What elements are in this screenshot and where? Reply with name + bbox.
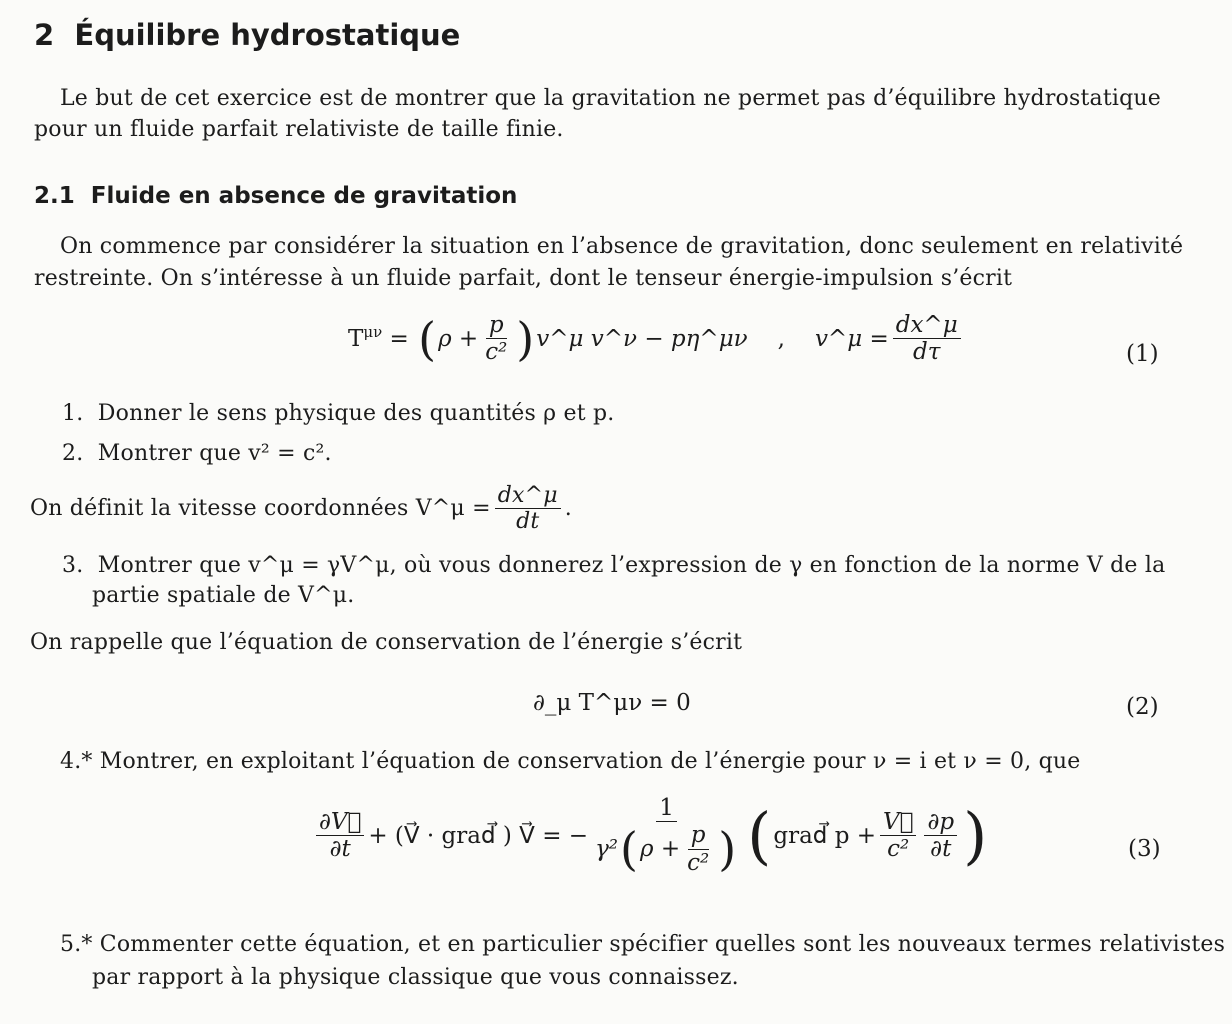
eq3-middle: + (V⃗ · grad⃗ ) V⃗ = − <box>368 822 589 849</box>
eq1-velocity-fraction <box>893 312 961 366</box>
item-2-text: Montrer que v² = c². <box>97 441 332 466</box>
item-4-text: Montrer, en exploitant l’équation de conservation de l’énergie pour ν = i et ν = 0, que <box>99 749 1081 774</box>
eq3-one: 1 <box>656 795 677 822</box>
eq1-c2: c² <box>485 339 508 366</box>
definition-fraction <box>495 483 561 535</box>
item-5-line-2: par rapport à la physique classique que vous connaissez. <box>92 965 739 990</box>
eq3-p: p <box>688 822 709 849</box>
eq3-inner-rparen: ) <box>718 822 737 877</box>
eq3-pressure-derivative <box>924 809 957 863</box>
eq1-equals: = <box>389 325 409 352</box>
equation-3 <box>312 795 989 876</box>
eq1-comma: , <box>777 325 785 352</box>
eq1-v-lhs: v^μ = <box>814 325 889 352</box>
subsection-heading <box>34 183 517 209</box>
eq3-dt: ∂t <box>329 836 351 863</box>
intro-line-2: pour un fluide parfait relativiste de taille finie. <box>34 117 564 142</box>
eq3-gamma: γ² <box>595 836 619 863</box>
item-3-line-2: partie spatiale de V^μ. <box>92 583 355 608</box>
item-5 <box>60 932 1225 957</box>
para1-line-1: On commence par considérer la situation en l’absence de gravitation, donc seulement en relativité <box>60 234 1184 259</box>
item-3-line-1: Montrer que v^μ = γV^μ, où vous donnerez l’expression de γ en fonction de la norme V de la <box>97 553 1166 578</box>
eq1-lparen: ( <box>418 311 437 366</box>
eq1-rho-plus: ρ + <box>438 325 479 352</box>
item-1-number: 1. <box>62 401 84 426</box>
equation-2: ∂_μ T^μν = 0 <box>533 690 691 716</box>
definition-text: On définit la vitesse coordonnées V^μ = <box>30 496 491 522</box>
eq1-rparen: ) <box>516 311 535 366</box>
eq1-dtau: dτ <box>912 339 941 366</box>
intro-line-1: Le but de cet exercice est de montrer que la gravitation ne permet pas d’équilibre hydrostatique <box>60 86 1161 111</box>
section-title: Équilibre hydrostatique <box>74 18 461 52</box>
definition-line <box>30 483 572 535</box>
item-2-number: 2. <box>62 441 84 466</box>
definition-den: dt <box>516 509 540 535</box>
item-1-text: Donner le sens physique des quantités ρ et p. <box>97 401 615 426</box>
eq3-dp: ∂p <box>924 809 957 836</box>
eq3-time-derivative <box>316 809 364 863</box>
equation-1 <box>348 312 965 366</box>
eq1-fraction <box>482 312 510 366</box>
eq3-coefficient <box>592 795 741 876</box>
para1-line-2: restreinte. On s’intéresse à un fluide parfait, dont le tenseur énergie-impulsion s’écrit <box>34 266 1013 291</box>
eq3-V: V⃗ <box>880 809 916 836</box>
eq1-lhs-sup: μν <box>363 322 383 341</box>
definition-num: dx^μ <box>495 483 561 509</box>
item-5-number: 5.* <box>60 932 93 957</box>
recall-text: On rappelle que l’équation de conservation de l’énergie s’écrit <box>30 630 743 655</box>
item-5-line-1: Commenter cette équation, et en particulier spécifier quelles sont les nouveaux termes relativistes <box>99 932 1226 957</box>
eq1-dx: dx^μ <box>893 312 961 339</box>
eq1-rest: v^μ v^ν − pη^μν <box>536 325 748 352</box>
eq3-c2-2: c² <box>887 836 910 863</box>
section-number: 2 <box>34 18 55 52</box>
subsection-title: Fluide en absence de gravitation <box>90 183 518 209</box>
eq3-c2: c² <box>687 849 710 876</box>
eq3-grad-p: grad⃗ p + <box>773 822 877 849</box>
eq3-rho-plus: ρ + <box>639 836 681 863</box>
eq3-lparen: ( <box>747 798 772 872</box>
equation-3-number: (3) <box>1128 836 1161 862</box>
item-4-number: 4.* <box>60 749 93 774</box>
section-heading <box>34 18 460 52</box>
item-1 <box>62 401 614 426</box>
eq3-rparen: ) <box>963 798 988 872</box>
item-3 <box>62 553 1165 578</box>
equation-2-number: (2) <box>1126 694 1159 720</box>
definition-end: . <box>564 496 572 522</box>
eq3-dt2: ∂t <box>930 836 952 863</box>
eq1-lhs: T <box>348 325 364 352</box>
equation-1-number: (1) <box>1126 341 1159 367</box>
subsection-number: 2.1 <box>34 183 75 209</box>
eq3-v-over-c2 <box>880 809 916 863</box>
eq3-inner-fraction <box>684 822 712 876</box>
eq3-inner-lparen: ( <box>620 822 638 877</box>
eq1-p: p <box>486 312 507 339</box>
item-4 <box>60 749 1080 774</box>
eq3-dV: ∂V⃗ <box>316 809 364 836</box>
item-2 <box>62 441 332 466</box>
eq3-coefficient-den <box>592 822 741 876</box>
item-3-number: 3. <box>62 553 84 578</box>
